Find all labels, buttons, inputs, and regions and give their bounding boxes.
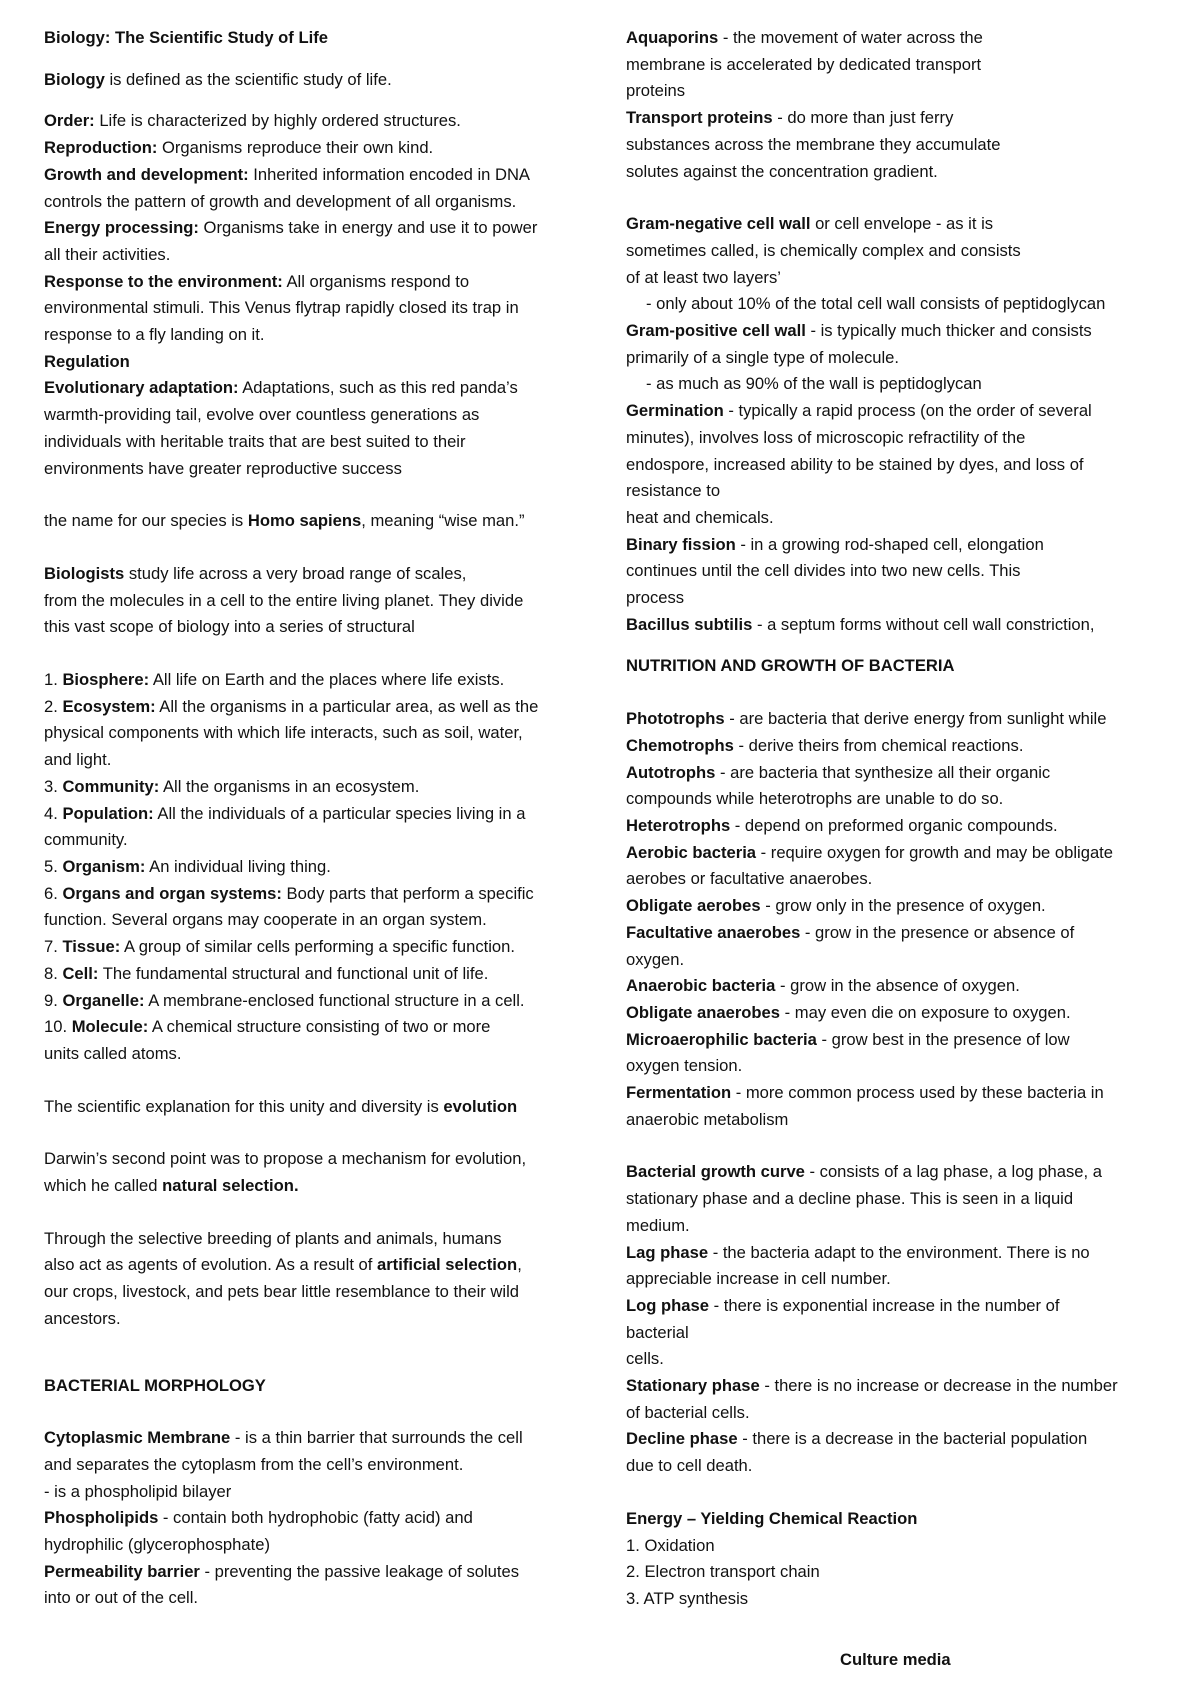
text-line <box>44 135 599 162</box>
text-line <box>626 813 1181 840</box>
term-bold: Germination <box>626 401 724 421</box>
line-text: - as much as 90% of the wall is peptidoglycan <box>646 374 982 394</box>
line-spacer <box>44 535 599 561</box>
text-line <box>44 614 599 641</box>
line-text: - the bacteria adapt to the environment. There is no <box>708 1242 1090 1262</box>
line-text: Darwin’s second point was to propose a mechanism for evolution, <box>44 1149 527 1169</box>
term-bold: artificial selection <box>377 1255 518 1275</box>
term-bold: Facultative anaerobes <box>626 922 801 942</box>
text-line <box>626 1159 1181 1186</box>
text-line <box>626 1080 1181 1107</box>
line-text: All the organisms in an ecosystem. <box>159 776 420 796</box>
text-line <box>626 532 1181 559</box>
line-text: - do more than just ferry <box>772 108 954 128</box>
line-text: All the organisms in a particular area, as well as the <box>155 696 539 716</box>
line-text: - more common process used by these bacteria in <box>731 1083 1104 1103</box>
term-bold: Aerobic bacteria <box>626 842 757 862</box>
line-text: - grow in the absence of oxygen. <box>775 976 1020 996</box>
text-line <box>44 694 599 721</box>
text-line <box>44 747 599 774</box>
text-line <box>44 720 599 747</box>
text-line <box>44 1306 599 1333</box>
line-text: A chemical structure consisting of two or more <box>148 1017 491 1037</box>
text-line <box>626 159 1181 186</box>
text-line <box>626 1107 1181 1134</box>
line-prefix: 3. <box>44 776 63 796</box>
text-line <box>626 1000 1181 1027</box>
line-text: - grow in the presence or absence of <box>800 922 1075 942</box>
text-line <box>626 585 1181 612</box>
term-bold: Biology: The Scientific Study of Life <box>44 28 328 47</box>
line-prefix: which he called <box>44 1176 163 1196</box>
text-line <box>626 893 1181 920</box>
line-text: - typically a rapid process (on the order of several <box>723 401 1092 421</box>
term-bold: Anaerobic bacteria <box>626 976 776 996</box>
line-spacer <box>44 641 599 667</box>
line-text: - is typically much thicker and consists <box>805 321 1092 341</box>
line-prefix: the name for our species is <box>44 511 248 531</box>
term-bold: Cytoplasmic Membrane <box>44 1428 231 1448</box>
line-text: Through the selective breeding of plants and animals, humans <box>44 1228 502 1248</box>
line-text: due to cell death. <box>626 1456 753 1476</box>
line-text: All life on Earth and the places where life exists. <box>149 670 505 690</box>
line-text: compounds while heterotrophs are unable to do so. <box>626 789 1004 809</box>
line-text: is defined as the scientific study of life. <box>104 69 392 89</box>
text-line <box>44 801 599 828</box>
term-bold: Bacterial growth curve <box>626 1162 805 1182</box>
line-text: resistance to <box>626 481 721 501</box>
text-line <box>44 456 599 483</box>
line-text: primarily of a single type of molecule. <box>626 347 899 367</box>
left-column <box>44 25 599 1612</box>
line-text: heat and chemicals. <box>626 507 774 527</box>
text-line <box>626 1320 1181 1347</box>
line-spacer <box>44 93 599 108</box>
line-text: sometimes called, is chemically complex and consists <box>626 240 1021 260</box>
text-line <box>626 1586 1181 1613</box>
term-bold: Evolutionary adaptation: <box>44 378 239 398</box>
term-bold: Biosphere: <box>62 670 150 690</box>
line-text: - in a growing rod-shaped cell, elongation <box>735 534 1044 554</box>
line-text: ancestors. <box>44 1308 121 1328</box>
line-text: hydrophilic (glycerophosphate) <box>44 1535 270 1555</box>
line-text: or cell envelope - as it is <box>810 214 994 234</box>
term-bold: Cell: <box>62 963 99 983</box>
text-line <box>44 295 599 322</box>
text-line <box>626 238 1181 265</box>
line-text: function. Several organs may cooperate in an organ system. <box>44 910 487 930</box>
line-text: continues until the cell divides into two new cells. This <box>626 561 1021 581</box>
line-spacer <box>44 52 599 67</box>
text-line <box>626 733 1181 760</box>
line-text: An individual living thing. <box>145 856 331 876</box>
term-bold: Energy processing: <box>44 218 199 238</box>
text-line <box>44 1279 599 1306</box>
text-line <box>626 1186 1181 1213</box>
text-line <box>626 105 1181 132</box>
line-text: solutes against the concentration gradient. <box>626 161 938 181</box>
line-text: - grow only in the presence of oxygen. <box>760 896 1046 916</box>
text-line <box>626 265 1181 292</box>
line-text: - there is exponential increase in the number of <box>708 1295 1060 1315</box>
line-text: - a septum forms without cell wall constriction, <box>752 614 1095 634</box>
text-line <box>44 1041 599 1068</box>
text-line <box>626 920 1181 947</box>
right-column <box>626 25 1181 1613</box>
text-line <box>44 375 599 402</box>
text-line <box>44 827 599 854</box>
term-bold: Log phase <box>626 1295 709 1315</box>
text-line <box>44 402 599 429</box>
text-line <box>626 1453 1181 1480</box>
term-bold: Molecule: <box>71 1017 149 1037</box>
text-line <box>626 1533 1181 1560</box>
text-line <box>626 840 1181 867</box>
term-bold: Transport proteins <box>626 108 773 128</box>
line-text: All organisms respond to <box>282 271 470 291</box>
line-text: response to a fly landing on it. <box>44 325 265 345</box>
term-bold: Gram-positive cell wall <box>626 321 806 341</box>
text-line <box>44 1585 599 1612</box>
term-bold: Community: <box>62 776 160 796</box>
term-bold: Chemotrophs <box>626 735 734 755</box>
term-bold: Population: <box>62 803 154 823</box>
text-line <box>626 371 1181 398</box>
text-line <box>626 505 1181 532</box>
line-text: - only about 10% of the total cell wall consists of peptidoglycan <box>646 294 1106 314</box>
text-line <box>626 866 1181 893</box>
text-line <box>44 25 599 52</box>
text-line <box>626 947 1181 974</box>
line-text: , <box>517 1255 522 1275</box>
text-line <box>44 1559 599 1586</box>
text-line <box>44 667 599 694</box>
line-text: , meaning “wise man.” <box>361 511 525 531</box>
term-bold: BACTERIAL MORPHOLOGY <box>44 1375 266 1395</box>
term-bold: Biologists <box>44 563 125 583</box>
text-line <box>44 269 599 296</box>
term-bold: Heterotrophs <box>626 815 731 835</box>
term-bold: Phototrophs <box>626 709 725 729</box>
term-bold: Obligate aerobes <box>626 896 761 916</box>
text-line <box>44 189 599 216</box>
text-line <box>626 973 1181 1000</box>
line-text: - there is no increase or decrease in the number <box>759 1376 1118 1396</box>
line-text: anaerobic metabolism <box>626 1109 789 1129</box>
line-text: community. <box>44 830 128 850</box>
line-text: Adaptations, such as this red panda’s <box>238 378 518 398</box>
line-spacer <box>626 638 1181 653</box>
line-spacer <box>44 1120 599 1146</box>
line-text: bacterial <box>626 1322 689 1342</box>
text-line <box>44 907 599 934</box>
term-bold: Energy – Yielding Chemical Reaction <box>626 1508 918 1528</box>
line-text: substances across the membrane they accumulate <box>626 134 1001 154</box>
line-text: Body parts that perform a specific <box>281 883 534 903</box>
text-line <box>626 760 1181 787</box>
line-prefix: 5. <box>44 856 63 876</box>
line-text: - preventing the passive leakage of solutes <box>199 1561 520 1581</box>
line-text: endospore, increased ability to be stained by dyes, and loss of <box>626 454 1084 474</box>
line-text: controls the pattern of growth and development of all organisms. <box>44 191 517 211</box>
line-text: Life is characterized by highly ordered structures. <box>94 111 461 131</box>
text-line <box>626 1240 1181 1267</box>
term-bold: Growth and development: <box>44 164 249 184</box>
text-line <box>44 1373 599 1400</box>
text-line <box>626 1426 1181 1453</box>
line-text: - consists of a lag phase, a log phase, a <box>804 1162 1102 1182</box>
line-text: proteins <box>626 81 686 101</box>
term-bold: Permeability barrier <box>44 1561 200 1581</box>
text-line <box>626 25 1181 52</box>
line-text: all their activities. <box>44 244 171 264</box>
term-bold: Aquaporins <box>626 28 719 47</box>
line-text: appreciable increase in cell number. <box>626 1269 891 1289</box>
text-line <box>626 1559 1181 1586</box>
text-line <box>626 786 1181 813</box>
line-text: process <box>626 588 685 608</box>
line-spacer <box>44 1399 599 1425</box>
text-line <box>44 215 599 242</box>
text-line <box>626 52 1181 79</box>
line-text: All the individuals of a particular species living in a <box>153 803 526 823</box>
text-line <box>44 508 599 535</box>
culture-media-heading: Culture media <box>840 1650 951 1669</box>
text-line <box>626 1213 1181 1240</box>
text-line <box>44 988 599 1015</box>
line-text: our crops, livestock, and pets bear little resemblance to their wild <box>44 1282 519 1302</box>
text-line <box>626 612 1181 639</box>
line-prefix: 1. <box>44 670 63 690</box>
text-line <box>44 774 599 801</box>
line-text: 2. Electron transport chain <box>626 1562 820 1582</box>
line-text: units called atoms. <box>44 1043 182 1063</box>
text-line <box>626 398 1181 425</box>
line-spacer <box>44 1333 599 1373</box>
line-text: into or out of the cell. <box>44 1588 199 1608</box>
line-prefix: 2. <box>44 696 63 716</box>
line-text: - contain both hydrophobic (fatty acid) and <box>158 1508 473 1528</box>
text-line <box>44 561 599 588</box>
line-text: from the molecules in a cell to the entire living planet. They divide <box>44 590 524 610</box>
line-spacer <box>44 1200 599 1226</box>
text-line <box>626 318 1181 345</box>
text-line <box>44 934 599 961</box>
line-text: - derive theirs from chemical reactions. <box>733 735 1024 755</box>
text-line <box>626 1266 1181 1293</box>
term-bold: Obligate anaerobes <box>626 1002 781 1022</box>
term-bold: Fermentation <box>626 1083 732 1103</box>
line-spacer <box>626 1480 1181 1506</box>
line-text: this vast scope of biology into a series of structural <box>44 617 415 637</box>
line-text: - there is a decrease in the bacterial population <box>737 1429 1088 1449</box>
line-text: - are bacteria that derive energy from sunlight while <box>724 709 1107 729</box>
term-bold: Organelle: <box>62 990 145 1010</box>
line-text: Organisms take in energy and use it to power <box>198 218 538 238</box>
line-text: study life across a very broad range of scales, <box>124 563 467 583</box>
line-text: - require oxygen for growth and may be obligate <box>756 842 1114 862</box>
text-line <box>44 1532 599 1559</box>
line-spacer <box>626 680 1181 706</box>
text-line <box>44 1226 599 1253</box>
line-text: The fundamental structural and functional unit of life. <box>98 963 489 983</box>
term-bold: Biology <box>44 69 105 89</box>
text-line <box>44 162 599 189</box>
text-line <box>44 1425 599 1452</box>
text-line <box>626 291 1181 318</box>
line-text: membrane is accelerated by dedicated transport <box>626 54 982 74</box>
line-spacer <box>626 185 1181 211</box>
line-prefix: 6. <box>44 883 63 903</box>
term-bold: Organism: <box>62 856 146 876</box>
text-line <box>626 78 1181 105</box>
line-text: A group of similar cells performing a specific function. <box>120 937 515 957</box>
line-prefix: 7. <box>44 937 63 957</box>
term-bold: Bacillus subtilis <box>626 614 753 634</box>
text-line <box>626 1400 1181 1427</box>
text-line <box>626 132 1181 159</box>
term-bold: Gram-negative cell wall <box>626 214 811 234</box>
line-text: - is a phospholipid bilayer <box>44 1481 232 1501</box>
text-line <box>626 1346 1181 1373</box>
term-bold: Autotrophs <box>626 762 716 782</box>
line-spacer <box>44 1068 599 1094</box>
line-prefix: 8. <box>44 963 63 983</box>
line-text: stationary phase and a decline phase. This is seen in a liquid <box>626 1189 1074 1209</box>
text-line <box>626 1027 1181 1054</box>
line-text: - grow best in the presence of low <box>816 1029 1070 1049</box>
text-line <box>626 1506 1181 1533</box>
term-bold: Binary fission <box>626 534 736 554</box>
line-prefix: 9. <box>44 990 63 1010</box>
line-text: - may even die on exposure to oxygen. <box>780 1002 1071 1022</box>
line-prefix: 10. <box>44 1017 72 1037</box>
line-text: aerobes or facultative anaerobes. <box>626 869 873 889</box>
term-bold: Lag phase <box>626 1242 709 1262</box>
line-text: and separates the cytoplasm from the cell’s environment. <box>44 1454 464 1474</box>
term-bold: Phospholipids <box>44 1508 159 1528</box>
text-line <box>44 854 599 881</box>
term-bold: Response to the environment: <box>44 271 283 291</box>
text-line <box>626 558 1181 585</box>
line-text: physical components with which life interacts, such as soil, water, <box>44 723 523 743</box>
term-bold: Order: <box>44 111 95 131</box>
text-line <box>44 322 599 349</box>
line-text: minutes), involves loss of microscopic refractility of the <box>626 427 1026 447</box>
text-line <box>44 588 599 615</box>
line-text: A membrane-enclosed functional structure in a cell. <box>144 990 525 1010</box>
line-text: - depend on preformed organic compounds. <box>730 815 1058 835</box>
line-prefix: The scientific explanation for this unity and diversity is <box>44 1096 444 1116</box>
text-line <box>44 1452 599 1479</box>
line-text: oxygen. <box>626 949 685 969</box>
text-line <box>44 1505 599 1532</box>
line-text: 1. Oxidation <box>626 1535 715 1555</box>
line-text: of bacterial cells. <box>626 1402 750 1422</box>
term-bold: evolution <box>443 1096 518 1116</box>
term-bold: Regulation <box>44 351 130 371</box>
term-bold: Decline phase <box>626 1429 738 1449</box>
text-line <box>44 1252 599 1279</box>
text-line <box>44 881 599 908</box>
line-prefix: also act as agents of evolution. As a result of <box>44 1255 377 1275</box>
text-line <box>626 1053 1181 1080</box>
text-line <box>44 67 599 94</box>
text-line <box>626 1373 1181 1400</box>
term-bold: Organs and organ systems: <box>62 883 282 903</box>
term-bold: Tissue: <box>62 937 121 957</box>
line-text: Inherited information encoded in DNA <box>248 164 531 184</box>
text-line <box>626 653 1181 680</box>
term-bold: Microaerophilic bacteria <box>626 1029 817 1049</box>
line-text: cells. <box>626 1349 664 1369</box>
line-text: and light. <box>44 750 112 770</box>
text-line <box>44 1094 599 1121</box>
text-line <box>44 1146 599 1173</box>
line-text: of at least two layers’ <box>626 267 781 287</box>
text-line <box>626 478 1181 505</box>
line-text: individuals with heritable traits that are best suited to their <box>44 431 466 451</box>
term-bold: Ecosystem: <box>62 696 156 716</box>
line-text: environments have greater reproductive success <box>44 458 402 478</box>
text-line <box>626 1293 1181 1320</box>
text-line <box>44 349 599 376</box>
line-text: warmth-providing tail, evolve over countless generations as <box>44 405 480 425</box>
line-text: - is a thin barrier that surrounds the cell <box>230 1428 523 1448</box>
text-line <box>626 345 1181 372</box>
term-bold: Homo sapiens <box>247 511 362 531</box>
text-line <box>44 1014 599 1041</box>
text-line <box>626 706 1181 733</box>
term-bold: Reproduction: <box>44 138 158 158</box>
line-text: environmental stimuli. This Venus flytrap rapidly closed its trap in <box>44 298 519 318</box>
text-line <box>626 211 1181 238</box>
text-line <box>44 961 599 988</box>
line-prefix: 4. <box>44 803 63 823</box>
line-text: oxygen tension. <box>626 1056 743 1076</box>
term-bold: natural selection. <box>162 1176 299 1196</box>
text-line <box>44 1479 599 1506</box>
line-spacer <box>44 482 599 508</box>
line-text: - are bacteria that synthesize all their organic <box>715 762 1051 782</box>
line-spacer <box>626 1133 1181 1159</box>
term-bold: NUTRITION AND GROWTH OF BACTERIA <box>626 656 955 676</box>
text-line <box>44 429 599 456</box>
text-line <box>44 1173 599 1200</box>
text-line <box>44 108 599 135</box>
line-text: medium. <box>626 1215 690 1235</box>
text-line <box>44 242 599 269</box>
line-text: 3. ATP synthesis <box>626 1588 749 1608</box>
text-line <box>626 425 1181 452</box>
text-line <box>626 452 1181 479</box>
term-bold: Stationary phase <box>626 1376 760 1396</box>
line-text: - the movement of water across the <box>718 28 983 47</box>
line-text: Organisms reproduce their own kind. <box>157 138 434 158</box>
